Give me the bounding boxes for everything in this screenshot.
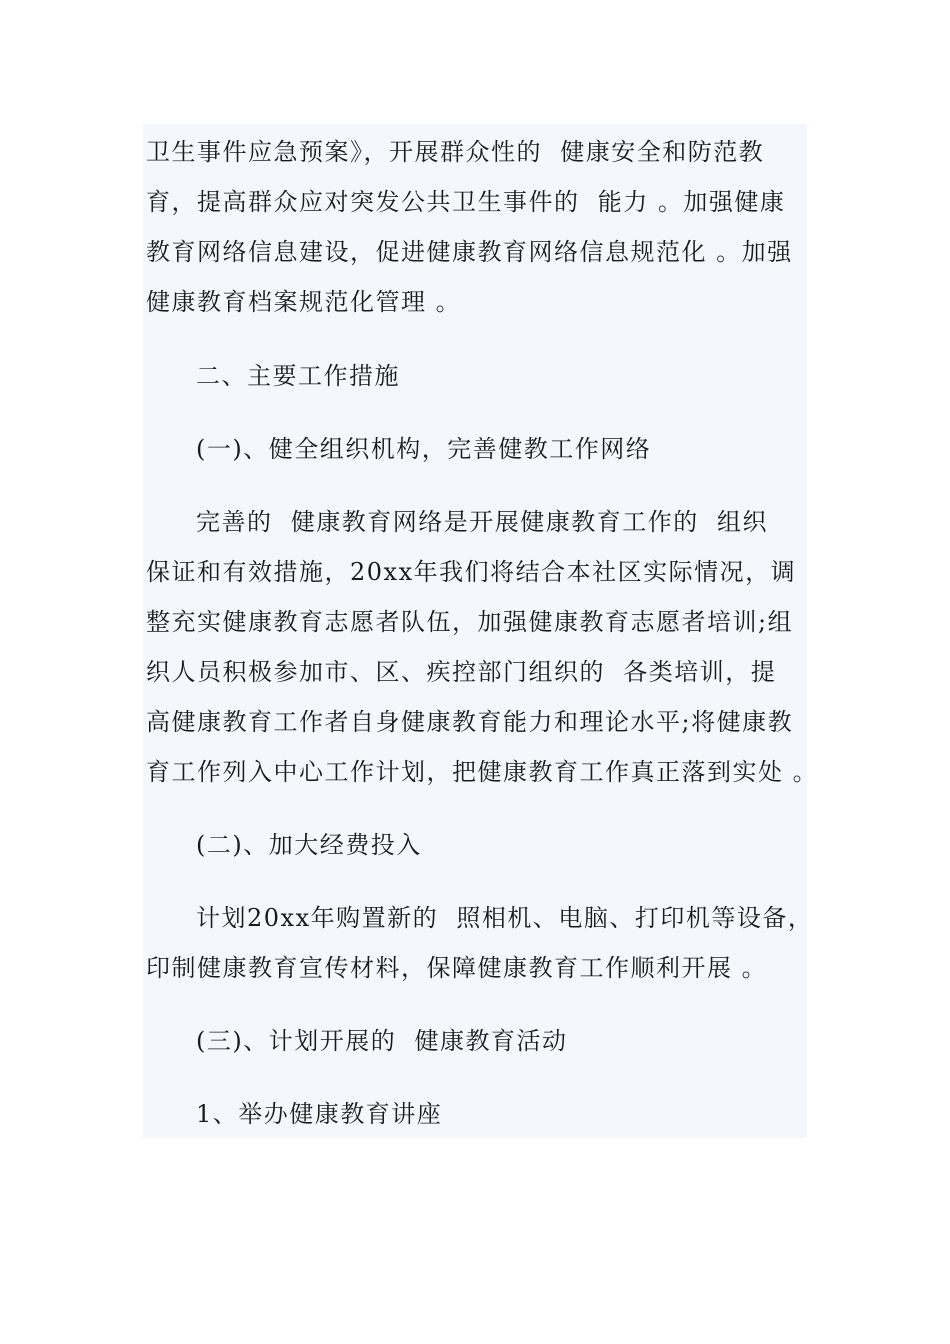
- paragraph-line: 高健康教育工作者自身健康教育能力和理论水平;将健康教: [146, 708, 794, 736]
- paragraph-line: 育工作列入中心工作计划，把健康教育工作真正落到实处 。: [146, 758, 819, 786]
- subsection-heading: (一)、健全组织机构，完善健教工作网络: [196, 435, 652, 463]
- paragraph-line: 卫生事件应急预案》，开展群众性的 健康安全和防范教: [146, 138, 765, 166]
- paragraph-line: 保证和有效措施，20xx年我们将结合本社区实际情况，调: [146, 558, 797, 586]
- paragraph-line: 健康教育档案规范化管理 。: [146, 288, 462, 316]
- paragraph-line: 教育网络信息建设，促进健康教育网络信息规范化 。加强: [146, 238, 793, 266]
- paragraph-line: 整充实健康教育志愿者队伍，加强健康教育志愿者培训;组: [146, 608, 794, 636]
- paragraph-line: 完善的 健康教育网络是开展健康教育工作的 组织: [196, 508, 769, 536]
- subsection-heading: (三)、计划开展的 健康教育活动: [196, 1027, 568, 1055]
- list-item-heading: 1、举办健康教育讲座: [196, 1100, 443, 1128]
- paragraph-line: 计划20xx年购置新的 照相机、电脑、打印机等设备，: [196, 904, 814, 932]
- paragraph-line: 织人员积极参加市、区、疾控部门组织的 各类培训，提: [146, 658, 777, 686]
- paragraph-line: 印制健康教育宣传材料，保障健康教育工作顺利开展 。: [146, 954, 768, 982]
- subsection-heading: (二)、加大经费投入: [196, 831, 422, 859]
- section-heading: 二、主要工作措施: [196, 362, 400, 390]
- paragraph-line: 育，提高群众应对突发公共卫生事件的 能力 。加强健康: [146, 188, 786, 216]
